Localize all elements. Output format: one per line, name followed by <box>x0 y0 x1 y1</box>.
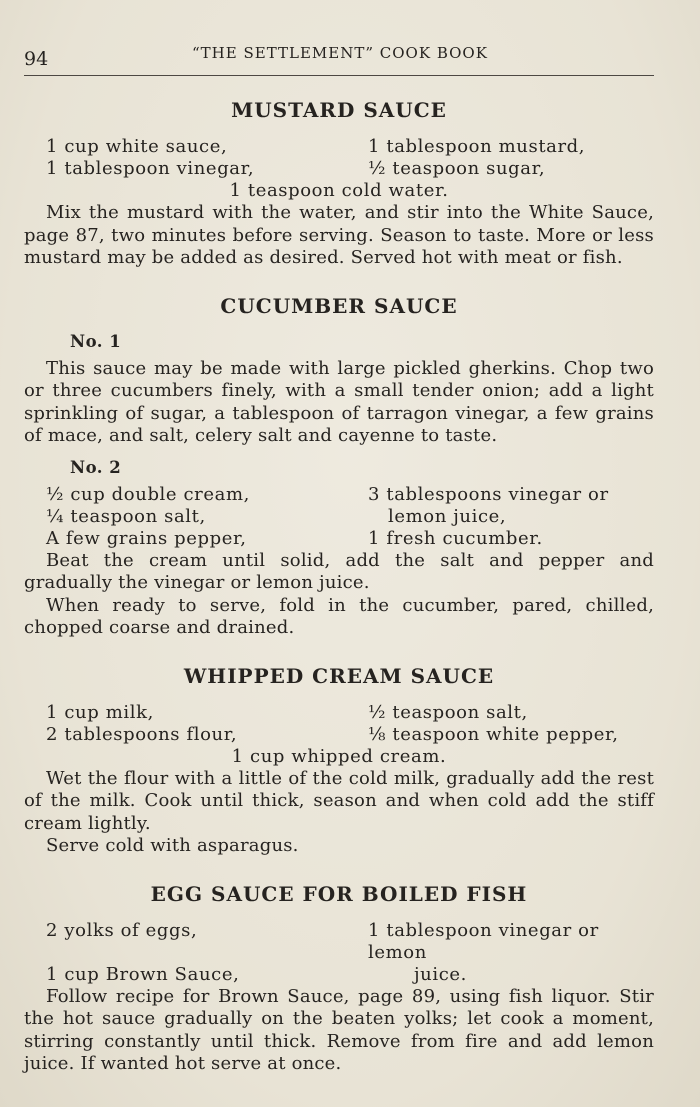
ingredient: ½ cup double cream, <box>46 483 250 505</box>
ingredient: 1 fresh cucumber. <box>368 527 543 549</box>
ingredient: ½ teaspoon salt, <box>368 701 528 723</box>
variant-label: No. 1 <box>70 331 122 351</box>
ingredient: 3 tablespoons vinegar or <box>368 483 609 505</box>
page-number: 94 <box>24 48 49 70</box>
ingredient: 1 cup whipped cream. <box>231 745 447 767</box>
ingredient-list <box>24 702 654 746</box>
header-rule <box>24 75 654 76</box>
method-paragraph: Beat the cream until solid, add the salt and pepper and gradually the vinegar or lemon juice. <box>24 549 654 593</box>
method-paragraph: When ready to serve, fold in the cucumber, pared, chilled, chopped coarse and drained. <box>24 594 654 638</box>
ingredient: 1 tablespoon vinegar or lemon <box>368 919 599 963</box>
method-paragraph: Wet the flour with a little of the cold milk, gradually add the rest of the milk. Cook until thick, season and when cold add the stiff cream lightly. <box>24 767 654 834</box>
ingredient: ¼ teaspoon salt, <box>46 505 206 527</box>
recipe-title: CUCUMBER SAUCE <box>220 293 458 318</box>
ingredient-list <box>24 920 654 986</box>
ingredient: 1 tablespoon vinegar, <box>46 158 255 179</box>
recipe-mustard-sauce <box>24 98 654 270</box>
ingredient: 1 cup white sauce, <box>46 136 228 157</box>
recipe-title: EGG SAUCE FOR BOILED FISH <box>150 881 528 906</box>
ingredient: 1 teaspoon cold water. <box>229 180 449 201</box>
ingredient: ½ teaspoon sugar, <box>368 158 546 179</box>
method-paragraph: Serve cold with asparagus. <box>46 835 299 856</box>
ingredient: 1 cup milk, <box>46 701 154 723</box>
method-paragraph: This sauce may be made with large pickled gherkins. Chop two or three cucumbers finely, with a small tender onion; add a light sprinkling of sugar, a tablespoon of tarragon vinegar, a few grains of mace, and salt, celery salt and cayenne to taste. <box>24 357 654 446</box>
ingredient: A few grains pepper, <box>46 527 247 549</box>
ingredient: 1 cup Brown Sauce, <box>46 963 240 985</box>
running-head: “THE SETTLEMENT” COOK BOOK <box>192 44 488 62</box>
ingredient: juice. <box>414 963 467 985</box>
ingredient: 2 tablespoons flour, <box>46 723 238 745</box>
recipe-egg-sauce <box>24 882 654 1076</box>
recipe-cucumber-sauce <box>24 294 654 640</box>
page-header <box>24 40 654 70</box>
recipe-title: MUSTARD SAUCE <box>231 98 447 122</box>
variant-label: No. 2 <box>70 457 122 477</box>
recipe-title: WHIPPED CREAM SAUCE <box>183 663 495 688</box>
method-paragraph: Mix the mustard with the water, and stir into the White Sauce, page 87, two minutes before serving. Season to taste. More or less mustard may be added as desired. Served hot with meat or fish. <box>24 202 654 268</box>
ingredient: lemon juice, <box>388 505 507 527</box>
ingredient: ⅛ teaspoon white pepper, <box>368 723 619 745</box>
ingredient-list <box>24 136 654 180</box>
ingredient-list <box>24 484 654 550</box>
recipe-whipped-cream-sauce <box>24 664 654 858</box>
method-paragraph: Follow recipe for Brown Sauce, page 89, using fish liquor. Stir the hot sauce gradually on the beaten yolks; let cook a moment, stirring constantly until thick. Remove from fire and add lemon juice. If wanted hot serve at once. <box>24 985 654 1074</box>
ingredient: 2 yolks of eggs, <box>46 919 198 941</box>
ingredient: 1 tablespoon mustard, <box>368 136 586 157</box>
